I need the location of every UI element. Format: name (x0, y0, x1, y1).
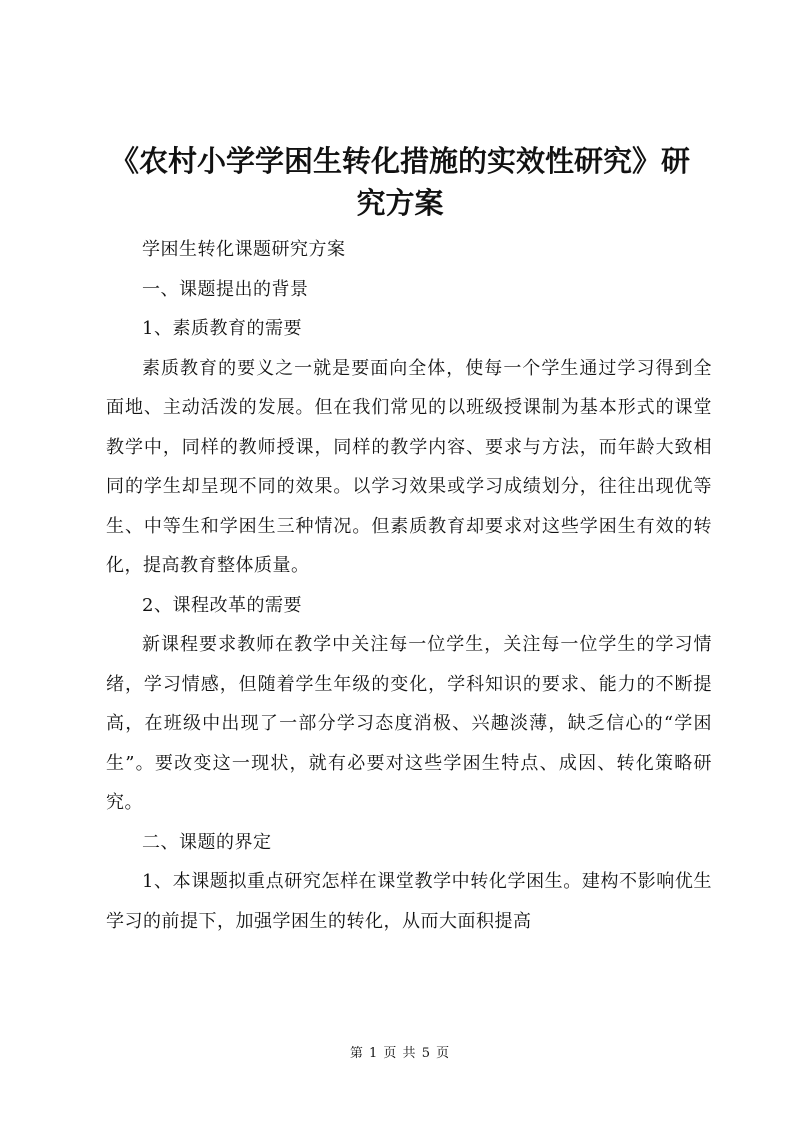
document-body (106, 230, 712, 941)
section-heading-background: 一、课题提出的背景 (142, 278, 309, 300)
document-title: 《农村小学学困生转化措施的实效性研究》研究方案 (109, 144, 690, 220)
subsection-heading-quality-education: 1、素质教育的需要 (142, 318, 302, 339)
paragraph-quality-education: 素质教育的要义之一就是要面向全体，使每一个学生通过学习得到全面地、主动活泼的发展。但在我们常见的以班级授课制为基本形式的课堂教学中，同样的教师授课，同样的教学内容、要求与方法，而年龄大致相同的学生却呈现不同的效果。以学习效果或学习成绩划分，往往出现优等生、中等生和学困生三种情况。但素质教育却要求对这些学困生有效的转化，提高教育整体质量。 (106, 357, 712, 576)
paragraph-subtitle: 学困生转化课题研究方案 (142, 239, 346, 260)
page-number-footer: 第 1 页 共 5 页 (349, 1046, 451, 1061)
paragraph-curriculum-reform: 新课程要求教师在教学中关注每一位学生，关注每一位学生的学习情绪，学习情感，但随着学生年级的变化，学科知识的要求、能力的不断提高，在班级中出现了一部分学习态度消极、兴趣淡薄，缺乏信心的“学困生”。要改变这一现状，就有必要对这些学困生特点、成因、转化策略研究。 (106, 634, 712, 813)
section-heading-definition: 二、课题的界定 (142, 831, 272, 853)
paragraph-definition: 1、本课题拟重点研究怎样在课堂教学中转化学困生。建构不影响优生学习的前提下，加强学困生的转化，从而大面积提高 (106, 871, 712, 932)
subsection-heading-curriculum-reform: 2、课程改革的需要 (142, 594, 302, 616)
